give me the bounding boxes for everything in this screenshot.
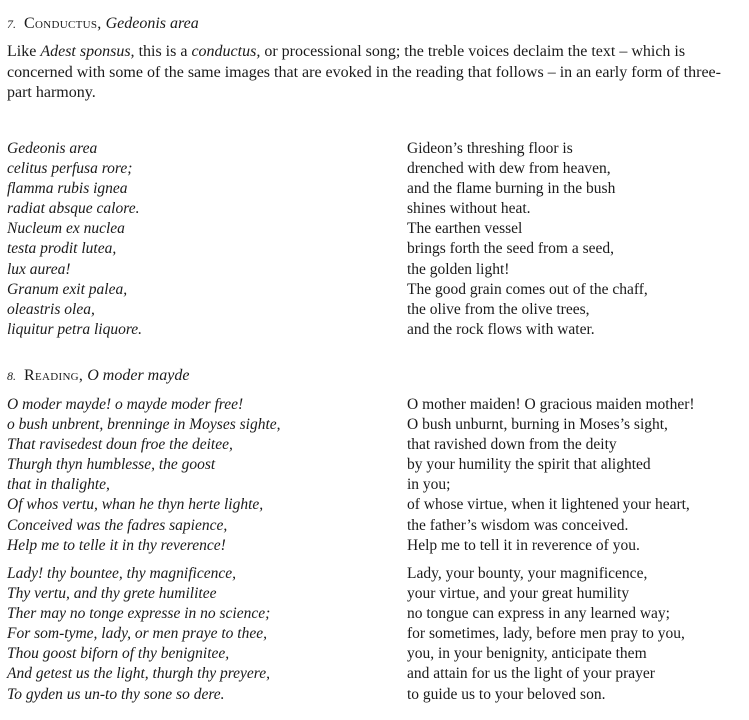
verse-line: To gyden us un-to thy sone so dere. [7,685,225,703]
section-7-label: Conductus, [24,15,102,32]
verse-line: O moder mayde! o mayde moder free! [7,396,244,413]
verse-line: Thou goost biforn of thy benignitee, [7,645,230,663]
page [7,0,743,720]
section-7-english-translation [407,139,648,340]
verse-line: for sometimes, lady, before men pray to you, [407,625,685,643]
verse-line: lux aurea! [7,260,71,278]
section-8-number: 8. [7,369,16,383]
verse-line: For som-tyme, lady, or men praye to thee, [7,625,267,643]
verse-line: your virtue, and your great humility [407,585,630,603]
stanza-1-modern-english [407,395,695,556]
verse-line: liquitur petra liquore. [7,320,143,338]
verse-line: the olive from the olive trees, [407,300,590,318]
verse-line: no tongue can express in any learned way; [407,605,670,623]
verse-line: radiat absque calore. [7,200,140,218]
verse-line: Help me to telle it in thy reverence! [7,536,226,554]
verse-line: you, in your benignity, anticipate them [407,645,647,663]
verse-line: the golden light! [407,260,510,278]
verse-line: The earthen vessel [407,220,523,238]
intro-text: this is a [134,43,192,60]
verse-line: Lady, your bounty, your magnificence, [407,565,648,582]
verse-line: That ravisedest doun froe the deitee, [7,436,233,454]
stanza-2-middle-english [7,564,270,705]
verse-line: Gedeonis area [7,140,98,157]
verse-line: Thy vertu, and thy grete humilitee [7,585,217,603]
verse-line: that in thalighte, [7,476,110,494]
verse-line: Ther may no tonge expresse in no science; [7,605,271,623]
section-8-title: O moder mayde [87,367,190,384]
section-7-title: Gedeonis area [105,15,199,32]
verse-line: o bush unbrent, brenninge in Moyses sighte, [7,416,281,434]
verse-line: to guide us to your beloved son. [407,685,606,703]
verse-line: Help me to tell it in reverence of you. [407,536,640,554]
verse-line: the father’s wisdom was conceived. [407,516,629,534]
section-7-number: 7. [7,17,16,31]
verse-line: O bush unburnt, burning in Moses’s sight, [407,416,668,434]
verse-line: and the flame burning in the bush [407,180,616,198]
verse-line: Lady! thy bountee, thy magnificence, [7,565,236,582]
stanza-1-middle-english [7,395,281,556]
verse-line: and the rock flows with water. [407,320,595,338]
verse-line: that ravished down from the deity [407,436,617,454]
verse-line: drenched with dew from heaven, [407,160,611,178]
verse-line: flamma rubis ignea [7,180,128,198]
verse-line: of whose virtue, when it lightened your heart, [407,496,690,514]
intro-text: or processional song; the treble voices declaim the text – which is concerned with some of the same images that are evoked in the reading that follows – in an early form of three-part harmony. [7,43,721,101]
verse-line: testa prodit lutea, [7,240,117,258]
verse-line: and attain for us the light of your prayer [407,665,655,683]
verse-line: Gideon’s threshing floor is [407,140,573,157]
intro-reference: Adest sponsus, [40,43,135,60]
stanza-2-modern-english [407,564,685,705]
verse-line: The good grain comes out of the chaff, [407,280,648,298]
verse-line: Nucleum ex nuclea [7,220,125,238]
section-8-label: Reading, [24,367,84,384]
verse-line: celitus perfusa rore; [7,160,133,178]
verse-line: brings forth the seed from a seed, [407,240,615,258]
section-7-heading [7,14,199,34]
verse-line: O mother maiden! O gracious maiden mother! [407,396,695,413]
intro-text: Like [7,43,41,60]
verse-line: Conceived was the fadres sapience, [7,516,228,534]
verse-line: Granum exit palea, [7,280,128,298]
verse-line: by your humility the spirit that alighted [407,456,651,474]
verse-line: And getest us the light, thurgh thy preyere, [7,665,271,683]
section-7-intro [7,42,735,104]
verse-line: in you; [407,476,451,494]
section-7-latin-text [7,139,142,340]
verse-line: shines without heat. [407,200,531,218]
verse-line: Thurgh thyn humblesse, the goost [7,456,216,474]
intro-term: conductus, [191,43,261,60]
verse-line: oleastris olea, [7,300,95,318]
section-8-heading [7,366,189,386]
verse-line: Of whos vertu, whan he thyn herte lighte, [7,496,264,514]
